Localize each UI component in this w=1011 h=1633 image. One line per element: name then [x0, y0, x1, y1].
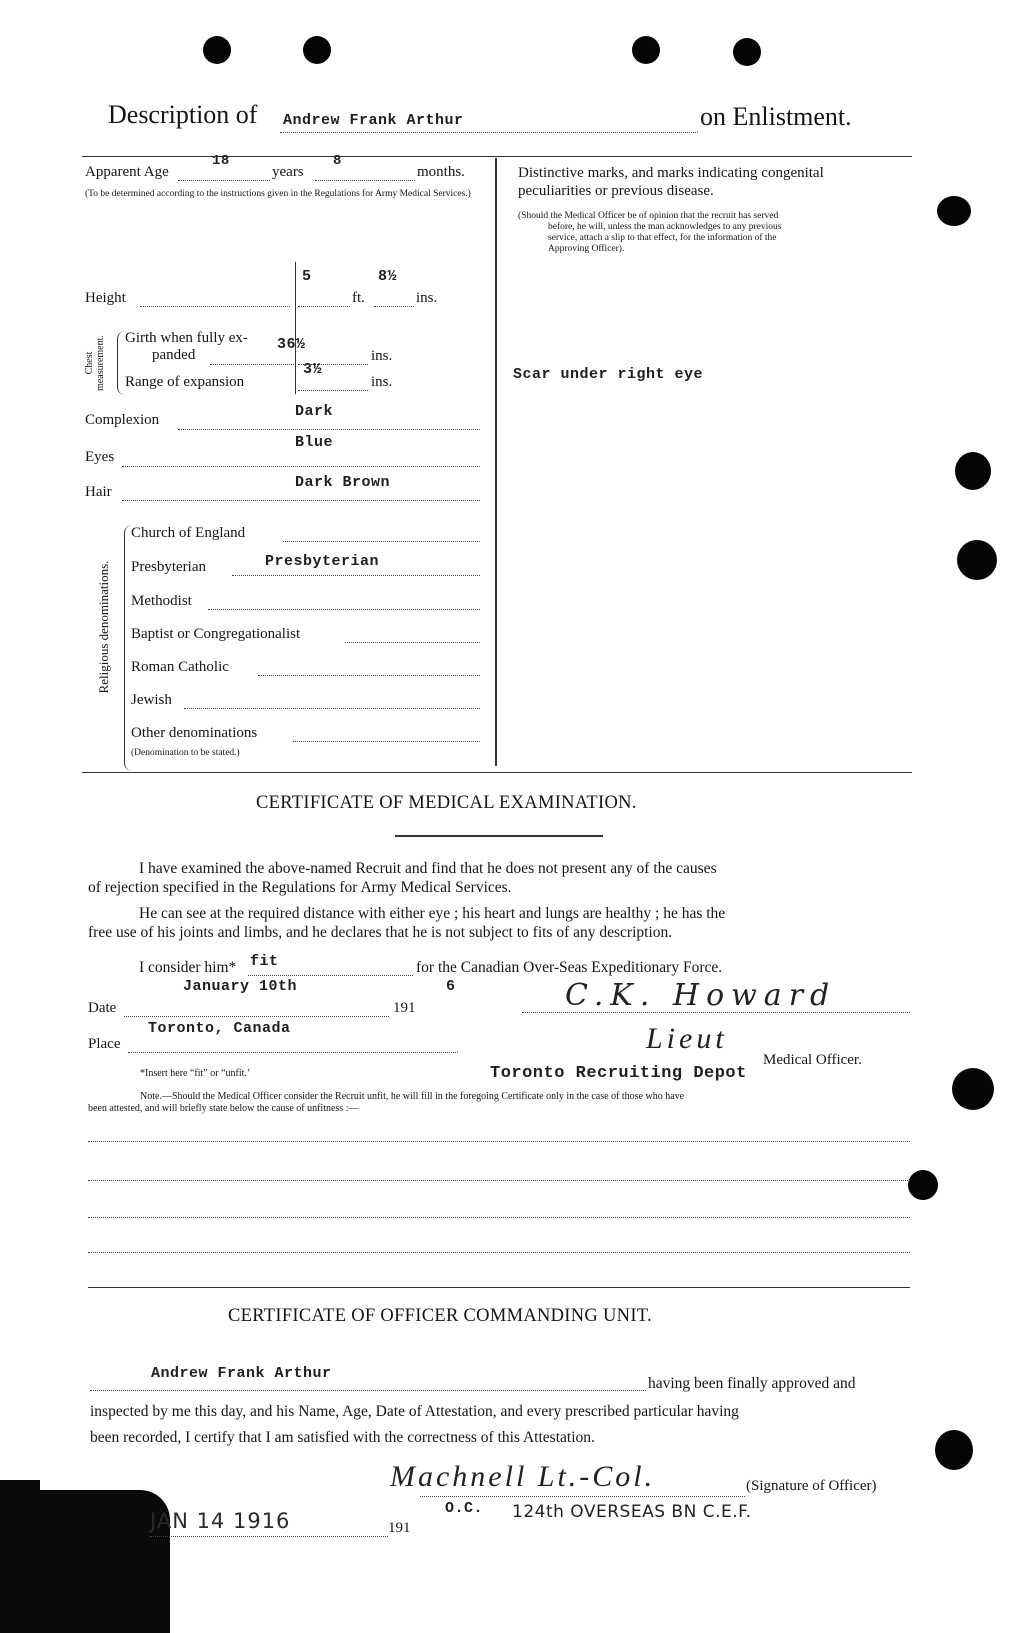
consider-prefix: I consider him*	[139, 959, 237, 976]
depot-stamp: Toronto Recruiting Depot	[490, 1064, 747, 1083]
age-years-line	[178, 180, 270, 181]
medical-place-line	[128, 1052, 458, 1053]
medical-para-2-line-1: He can see at the required distance with either eye ; his heart and lungs are healthy ; he has the	[139, 905, 726, 922]
oc-stamp-prefix: O.C.	[445, 1500, 484, 1517]
header-title-prefix: Description of	[108, 100, 258, 129]
commanding-year-prefix: 191	[388, 1520, 411, 1536]
consider-line	[248, 975, 413, 976]
height-ft-value: 5	[302, 268, 312, 285]
commanding-signature-line	[420, 1496, 745, 1497]
punch-hole	[632, 36, 660, 64]
religion-label-jewish: Jewish	[131, 692, 172, 708]
medical-officer-signature: C.K. Howard	[565, 978, 837, 1013]
height-label: Height	[85, 290, 126, 306]
religions-label: Religious denominations.	[96, 560, 111, 694]
medical-year-value: 6	[446, 978, 456, 995]
edge-shadow	[0, 1480, 40, 1633]
recruit-name-header: Andrew Frank Arthur	[283, 112, 464, 129]
consider-value: fit	[250, 953, 279, 970]
header	[108, 100, 257, 130]
unfitness-line	[88, 1180, 910, 1181]
age-years-value: 18	[212, 153, 230, 169]
religion-line	[345, 642, 480, 643]
header-title-suffix: on Enlistment.	[700, 102, 852, 131]
punch-hole	[955, 452, 991, 490]
commanding-text-line-3: been recorded, I certify that I am satisfied with the correctness of this Attestation.	[90, 1429, 595, 1446]
complexion-value: Dark	[295, 403, 334, 420]
medical-date-line	[124, 1016, 389, 1017]
religion-label-roman-catholic: Roman Catholic	[131, 659, 229, 675]
hair-line	[122, 500, 480, 501]
religion-label-baptist: Baptist or Congregationalist	[131, 626, 301, 642]
height-ft-line	[298, 306, 350, 307]
medical-date-value: January 10th	[183, 978, 298, 995]
girth-value: 36½	[277, 336, 306, 353]
medical-officer-signature-line	[522, 1012, 910, 1013]
date-stamp: JAN 14 1916	[150, 1509, 291, 1533]
complexion-line	[178, 429, 480, 430]
range-label: Range of expansion	[125, 374, 245, 390]
signature-of-officer-label: (Signature of Officer)	[746, 1478, 877, 1494]
medical-para-1-line-1: I have examined the above-named Recruit and find that he does not present any of the causes	[139, 860, 717, 877]
religion-line	[258, 675, 480, 676]
denomination-note: (Denomination to be stated.)	[131, 748, 240, 758]
height-label-line	[140, 306, 290, 307]
column-divider	[495, 158, 497, 766]
ins-label: ins.	[416, 290, 438, 306]
medical-year-prefix: 191	[393, 1000, 416, 1016]
religion-line	[293, 741, 480, 742]
girth-label-2: panded	[152, 347, 196, 363]
medical-officer-title: Medical Officer.	[763, 1052, 862, 1068]
religion-label-other: Other denominations	[131, 725, 258, 741]
commanding-name-line	[90, 1390, 646, 1391]
eyes-value: Blue	[295, 434, 334, 451]
marks-note-4: Approving Officer).	[548, 244, 625, 254]
height-ins-value: 8½	[378, 268, 398, 285]
medical-title: CERTIFICATE OF MEDICAL EXAMINATION.	[256, 793, 637, 813]
unfitness-line	[88, 1252, 910, 1253]
punch-hole	[908, 1170, 938, 1200]
marks-heading-2: peculiarities or previous disease.	[518, 183, 714, 199]
medical-note-line-2: been attested, and will briefly state below the cause of unfitness :—	[88, 1103, 359, 1114]
religion-label-church-of-england: Church of England	[131, 525, 246, 541]
complexion-label: Complexion	[85, 412, 160, 428]
commanding-date-line	[150, 1536, 388, 1537]
religion-line	[184, 708, 480, 709]
eyes-label: Eyes	[85, 449, 115, 465]
header-name-line	[280, 132, 698, 133]
punch-hole	[203, 36, 231, 64]
section-rule	[88, 1287, 910, 1288]
section-rule	[82, 772, 912, 773]
punch-hole	[935, 1430, 973, 1470]
marks-note-1: (Should the Medical Officer be of opinion that the recruit has served	[518, 211, 779, 221]
punch-hole	[957, 540, 997, 580]
religion-line	[208, 609, 480, 610]
unfitness-line	[88, 1217, 910, 1218]
range-ins-label: ins.	[371, 374, 393, 390]
header-rule	[82, 156, 912, 157]
marks-note-3: service, attach a slip to that effect, for the information of the	[548, 233, 777, 243]
religion-label-presbyterian: Presbyterian	[131, 559, 206, 575]
distinctive-marks-value: Scar under right eye	[513, 366, 704, 383]
ft-label: ft.	[352, 290, 365, 306]
age-months-value: 8	[333, 153, 342, 169]
range-value: 3½	[303, 361, 323, 378]
punch-hole	[937, 196, 971, 226]
age-months-line	[315, 180, 415, 181]
commanding-recruit-name: Andrew Frank Arthur	[151, 1365, 332, 1382]
girth-ins-label: ins.	[371, 348, 393, 364]
range-line	[298, 390, 368, 391]
medical-place-value: Toronto, Canada	[148, 1020, 291, 1037]
years-label: years	[272, 164, 304, 180]
unfitness-line	[88, 1141, 910, 1142]
medical-para-2-line-2: free use of his joints and limbs, and he declares that he is not subject to fits of any description.	[88, 924, 673, 941]
medical-title-underline	[395, 835, 603, 837]
medical-officer-rank: Lieut	[646, 1022, 728, 1055]
apparent-age-label: Apparent Age	[85, 164, 169, 180]
eyes-line	[122, 466, 480, 467]
religion-label-methodist: Methodist	[131, 593, 192, 609]
insert-note: *Insert here “fit” or “unfit.’	[140, 1068, 251, 1079]
commanding-text-line-2: inspected by me this day, and his Name, Age, Date of Attestation, and every prescribed particular having	[90, 1403, 739, 1420]
marks-note-2: before, he will, unless the man acknowledges to any previous	[548, 222, 782, 232]
religion-line	[283, 541, 480, 542]
girth-label-1: Girth when fully ex-	[125, 330, 248, 346]
marks-heading-1: Distinctive marks, and marks indicating congenital	[518, 165, 824, 181]
age-note: (To be determined according to the instructions given in the Regulations for Army Medical Services.)	[85, 189, 471, 199]
girth-line-a	[210, 364, 294, 365]
religion-value-presbyterian: Presbyterian	[265, 553, 380, 570]
months-label: months.	[417, 164, 465, 180]
hair-value: Dark Brown	[295, 474, 391, 491]
medical-note-line-1: Note.—Should the Medical Officer consider the Recruit unfit, he will fill in the foregoing Certificate only in the case of those who have	[140, 1091, 685, 1102]
punch-hole	[952, 1068, 994, 1110]
religion-line	[232, 575, 480, 576]
punch-hole	[303, 36, 331, 64]
chest-measurement-label: Chest measurement.	[84, 335, 106, 391]
commanding-officer-signature: Machnell Lt.-Col.	[390, 1460, 656, 1493]
height-tick	[295, 262, 296, 394]
commanding-title: CERTIFICATE OF OFFICER COMMANDING UNIT.	[228, 1306, 652, 1326]
consider-suffix: for the Canadian Over-Seas Expeditionary Force.	[416, 959, 723, 976]
medical-date-label: Date	[88, 1000, 117, 1016]
medical-para-1-line-2: of rejection specified in the Regulations for Army Medical Services.	[88, 879, 512, 896]
unit-stamp: 124th OVERSEAS BN C.E.F.	[512, 1502, 752, 1522]
medical-place-label: Place	[88, 1036, 121, 1052]
commanding-text-line-1: having been finally approved and	[648, 1375, 856, 1392]
height-ins-line	[374, 306, 414, 307]
hair-label: Hair	[85, 484, 112, 500]
punch-hole	[733, 38, 761, 66]
